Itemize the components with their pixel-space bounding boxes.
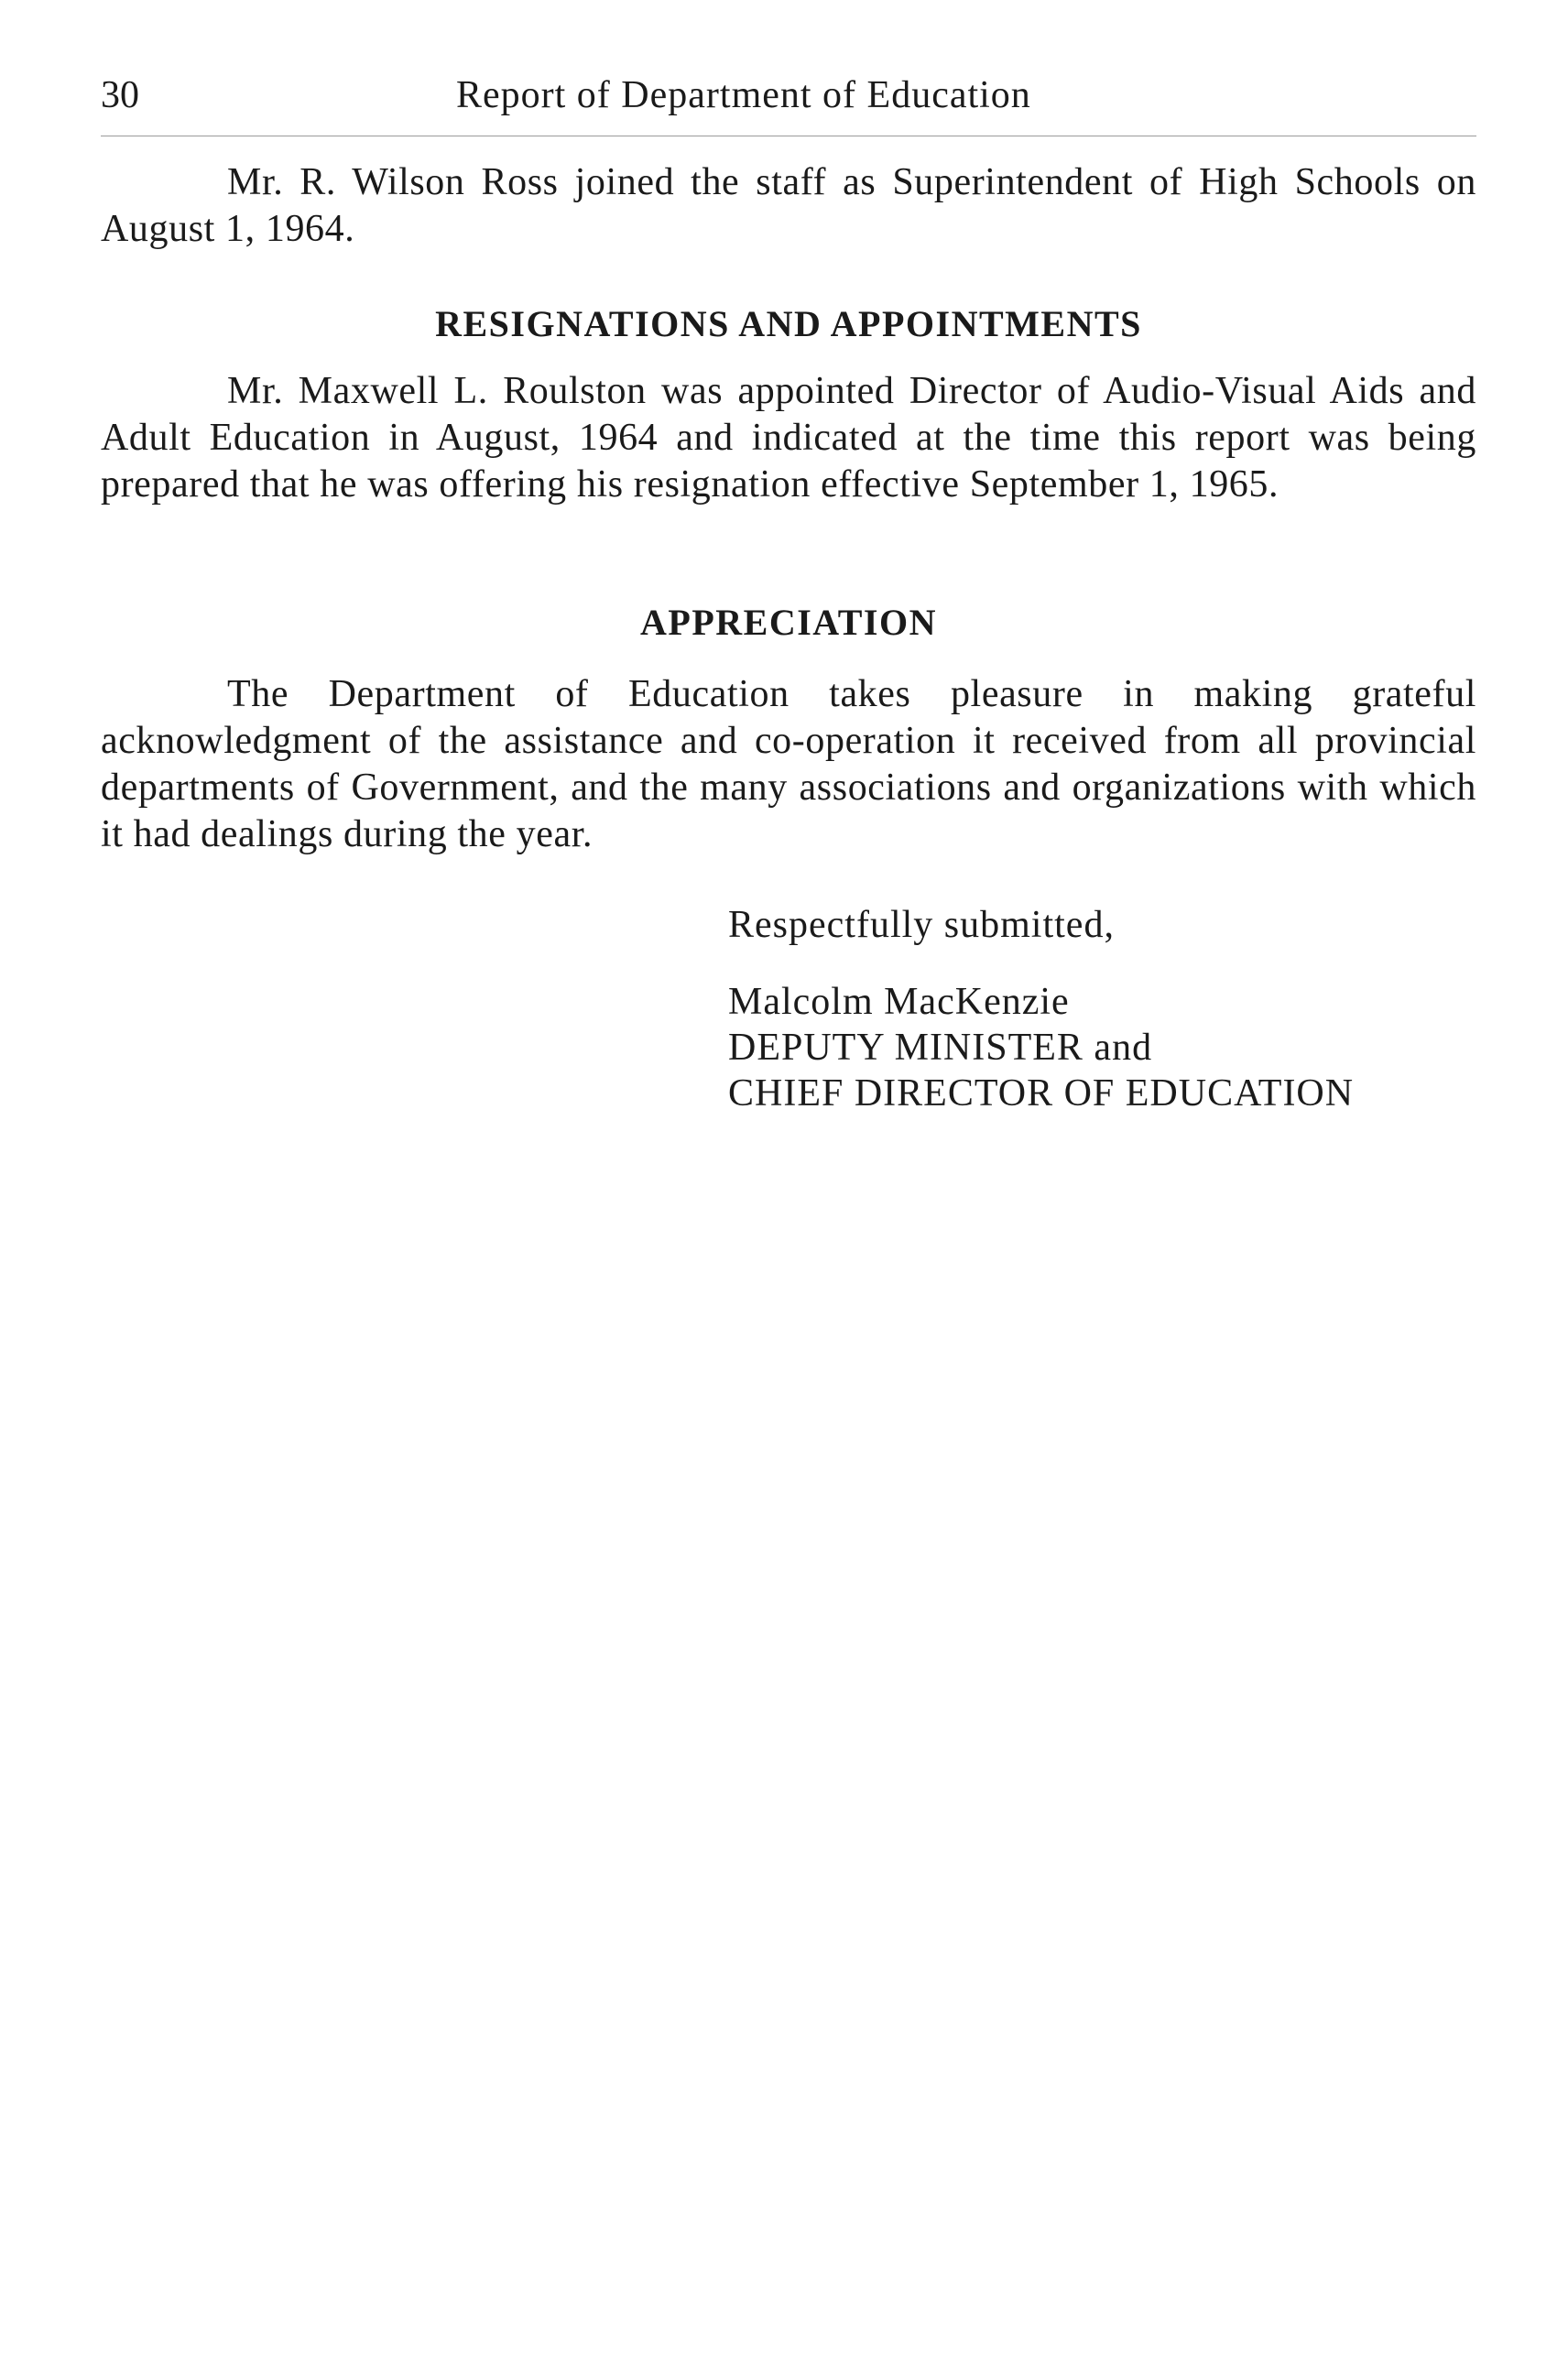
signature-block: [728, 902, 1479, 1116]
appreciation-paragraph: The Department of Education takes pleasure in making grateful acknowledgment of the assistance and co-operation it received from all provincial departments of Government, and the many associations and organizations with which it had dealings during the year.: [101, 673, 1476, 855]
appreciation-heading: APPRECIATION: [640, 602, 937, 643]
resignations-paragraph: Mr. Maxwell L. Roulston was appointed Director of Audio-Visual Aids and Adult Education in August, 1964 and indicated at the time this report was being prepared that he was offering his resignation effective September 1, 1965.: [101, 370, 1476, 506]
signatory-title-line-1: DEPUTY MINISTER and: [728, 1027, 1153, 1069]
running-title: Report of Department of Education: [456, 74, 1031, 116]
signatory-name: Malcolm MacKenzie: [728, 981, 1070, 1023]
resignations-heading: RESIGNATIONS AND APPOINTMENTS: [435, 303, 1142, 344]
signatory-title-line-2: CHIEF DIRECTOR OF EDUCATION: [728, 1072, 1355, 1115]
signature-spacer: [728, 948, 1479, 979]
page-number: 30: [101, 74, 139, 116]
staff-note-paragraph: Mr. R. Wilson Ross joined the staff as Superintendent of High Schools on August 1, 1964.: [101, 161, 1476, 250]
closing-line: Respectfully submitted,: [728, 904, 1115, 946]
page-header: [101, 64, 1475, 119]
